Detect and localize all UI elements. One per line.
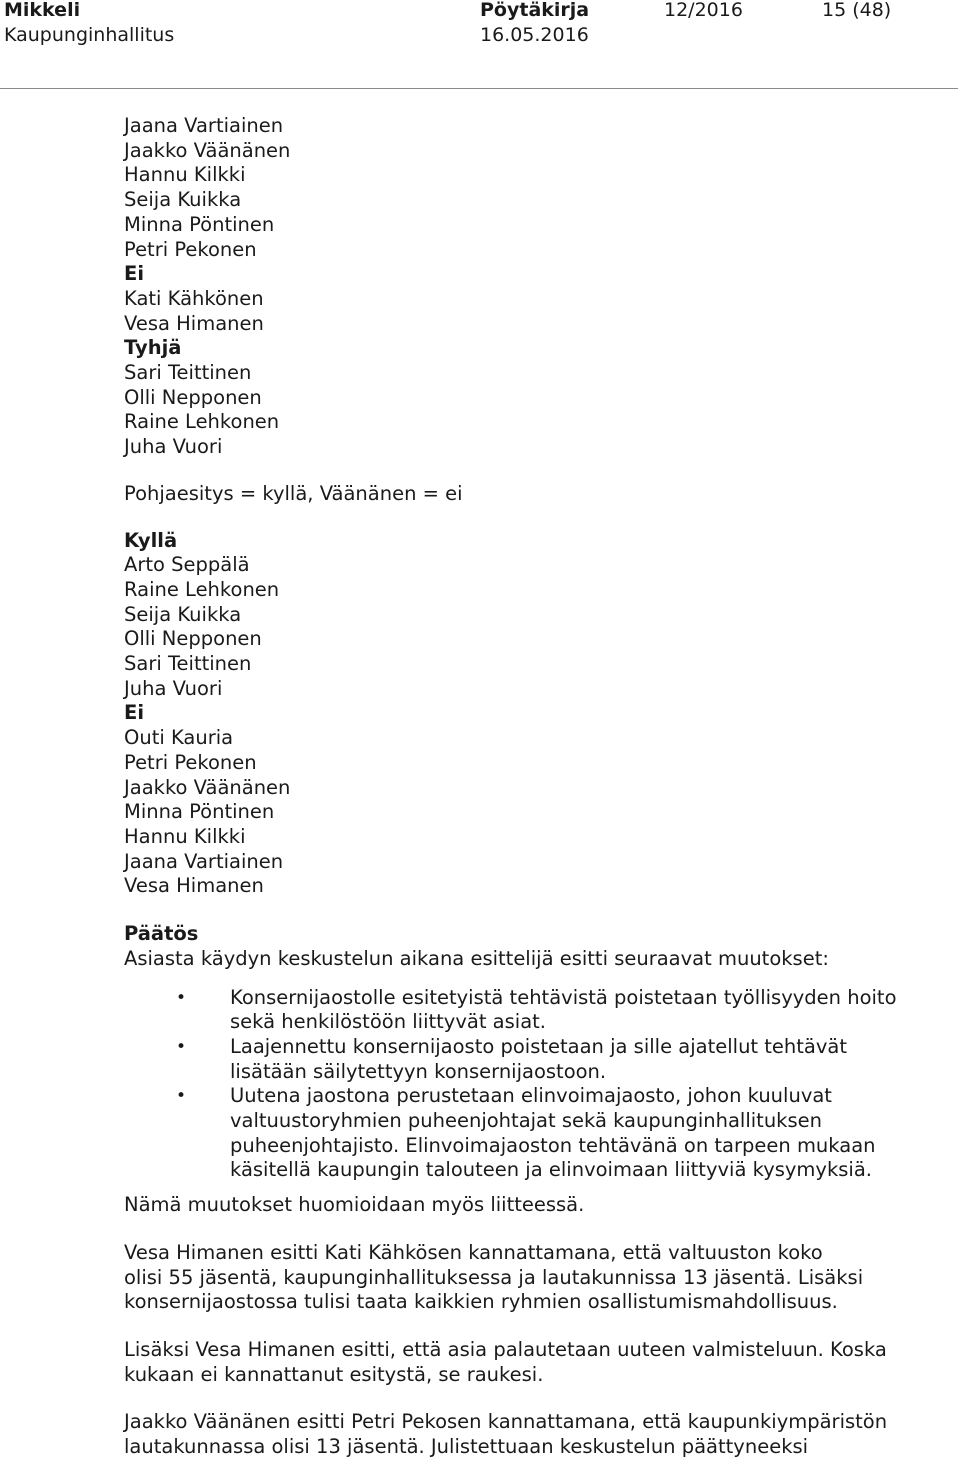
vote-name: Vesa Himanen: [124, 311, 264, 335]
vote-label-tyhja: Tyhjä: [124, 336, 182, 360]
decision-heading: Päätös: [124, 922, 199, 946]
list-item: • Laajennettu konsernijaosto poistetaan ja sille ajatellut tehtävät lisätään säilytettyyn konsernijaostoon.: [124, 1035, 924, 1084]
vote-name: Hannu Kilkki: [124, 824, 246, 848]
vote-label-kylla: Kyllä: [124, 528, 178, 552]
meeting-date: 16.05.2016: [480, 24, 589, 46]
paragraph-vaananen-proposal: [124, 1410, 924, 1459]
paragraph-line: Lisäksi Vesa Himanen esitti, että asia palautetaan uuteen valmisteluun. Koska: [124, 1337, 887, 1361]
vote-name: Hannu Kilkki: [124, 163, 246, 187]
document-number: 12/2016: [664, 0, 743, 21]
paragraph-line: olisi 55 jäsentä, kaupunginhallituksessa ja lautakunnissa 13 jäsentä. Lisäksi: [124, 1265, 864, 1289]
vote-name: Jaana Vartiainen: [124, 849, 284, 873]
vote-name: Sari Teittinen: [124, 361, 252, 385]
spacer: [124, 1183, 924, 1193]
vote-name: Minna Pöntinen: [124, 800, 275, 824]
paragraph-himanen-proposal: [124, 1241, 924, 1315]
vote-name: Juha Vuori: [124, 676, 223, 700]
spacer: [124, 507, 924, 529]
spacer: [124, 460, 924, 482]
header-divider: [0, 88, 958, 89]
decision-change-list: [124, 986, 924, 1184]
vote-label-ei: Ei: [124, 701, 145, 725]
vote-name: Jaana Vartiainen: [124, 114, 284, 137]
paragraph-line: konsernijaostossa tulisi taata kaikkien ryhmien osallistumismahdollisuus.: [124, 1290, 838, 1314]
unit-name: Kaupunginhallitus: [4, 24, 175, 46]
decision-note: Nämä muutokset huomioidaan myös liitteessä.: [124, 1193, 585, 1217]
vote-label-ei: Ei: [124, 262, 145, 286]
document-type: Pöytäkirja: [480, 0, 590, 21]
paragraph-line: kukaan ei kannattanut esitystä, se raukesi.: [124, 1362, 544, 1386]
vote2-intro: Pohjaesitys = kyllä, Väänänen = ei: [124, 481, 463, 505]
vote-name: Olli Nepponen: [124, 627, 262, 651]
vote-name: Raine Lehkonen: [124, 577, 280, 601]
vote-name: Petri Pekonen: [124, 237, 257, 261]
paragraph-line: lautakunnassa olisi 13 jäsentä. Julistettuaan keskustelun päättyneeksi: [124, 1435, 809, 1459]
vote-name: Arto Seppälä: [124, 553, 250, 577]
vote-name: Vesa Himanen: [124, 874, 264, 898]
vote-name: Jaakko Väänänen: [124, 775, 291, 799]
vote-name: Minna Pöntinen: [124, 212, 275, 236]
page-number: 15 (48): [822, 0, 892, 21]
vote1-block: [124, 114, 924, 460]
decision-intro: Asiasta käydyn keskustelun aikana esittelijä esitti seuraavat muutokset:: [124, 946, 829, 970]
paragraph-line: Vesa Himanen esitti Kati Kähkösen kannattamana, että valtuuston koko: [124, 1240, 823, 1264]
vote-name: Seija Kuikka: [124, 602, 242, 626]
vote2-block: [124, 529, 924, 900]
spacer: [124, 1218, 924, 1241]
vote-name: Raine Lehkonen: [124, 410, 280, 434]
vote-name: Juha Vuori: [124, 435, 223, 459]
document-header: [0, 0, 960, 90]
vote-name: Outi Kauria: [124, 726, 234, 750]
spacer: [124, 899, 924, 922]
list-item: • Konsernijaostolle esitetyistä tehtävistä poistetaan työllisyyden hoito sekä henkilöstöön liittyvät asiat.: [124, 986, 924, 1035]
paragraph-return-proposal: [124, 1338, 924, 1387]
list-item: • Uutena jaostona perustetaan elinvoimajaosto, johon kuuluvat valtuustoryhmien puheenjohtajat sekä kaupunginhallituksen puheenjohtajisto. Elinvoimajaoston tehtävänä on tarpeen mukaan käsitellä kaupungin talouteen ja elinvoimaan liittyviä kysymyksiä.: [124, 1084, 924, 1183]
spacer: [124, 1315, 924, 1338]
vote-name: Olli Nepponen: [124, 385, 262, 409]
organization-name: Mikkeli: [4, 0, 81, 21]
vote-name: Sari Teittinen: [124, 652, 252, 676]
vote-name: Kati Kähkönen: [124, 286, 264, 310]
vote-name: Jaakko Väänänen: [124, 138, 291, 162]
vote-name: Seija Kuikka: [124, 188, 242, 212]
vote-name: Petri Pekonen: [124, 750, 257, 774]
document-body: [124, 114, 924, 1460]
paragraph-line: Jaakko Väänänen esitti Petri Pekosen kannattamana, että kaupunkiympäristön: [124, 1410, 888, 1434]
spacer: [124, 1387, 924, 1410]
